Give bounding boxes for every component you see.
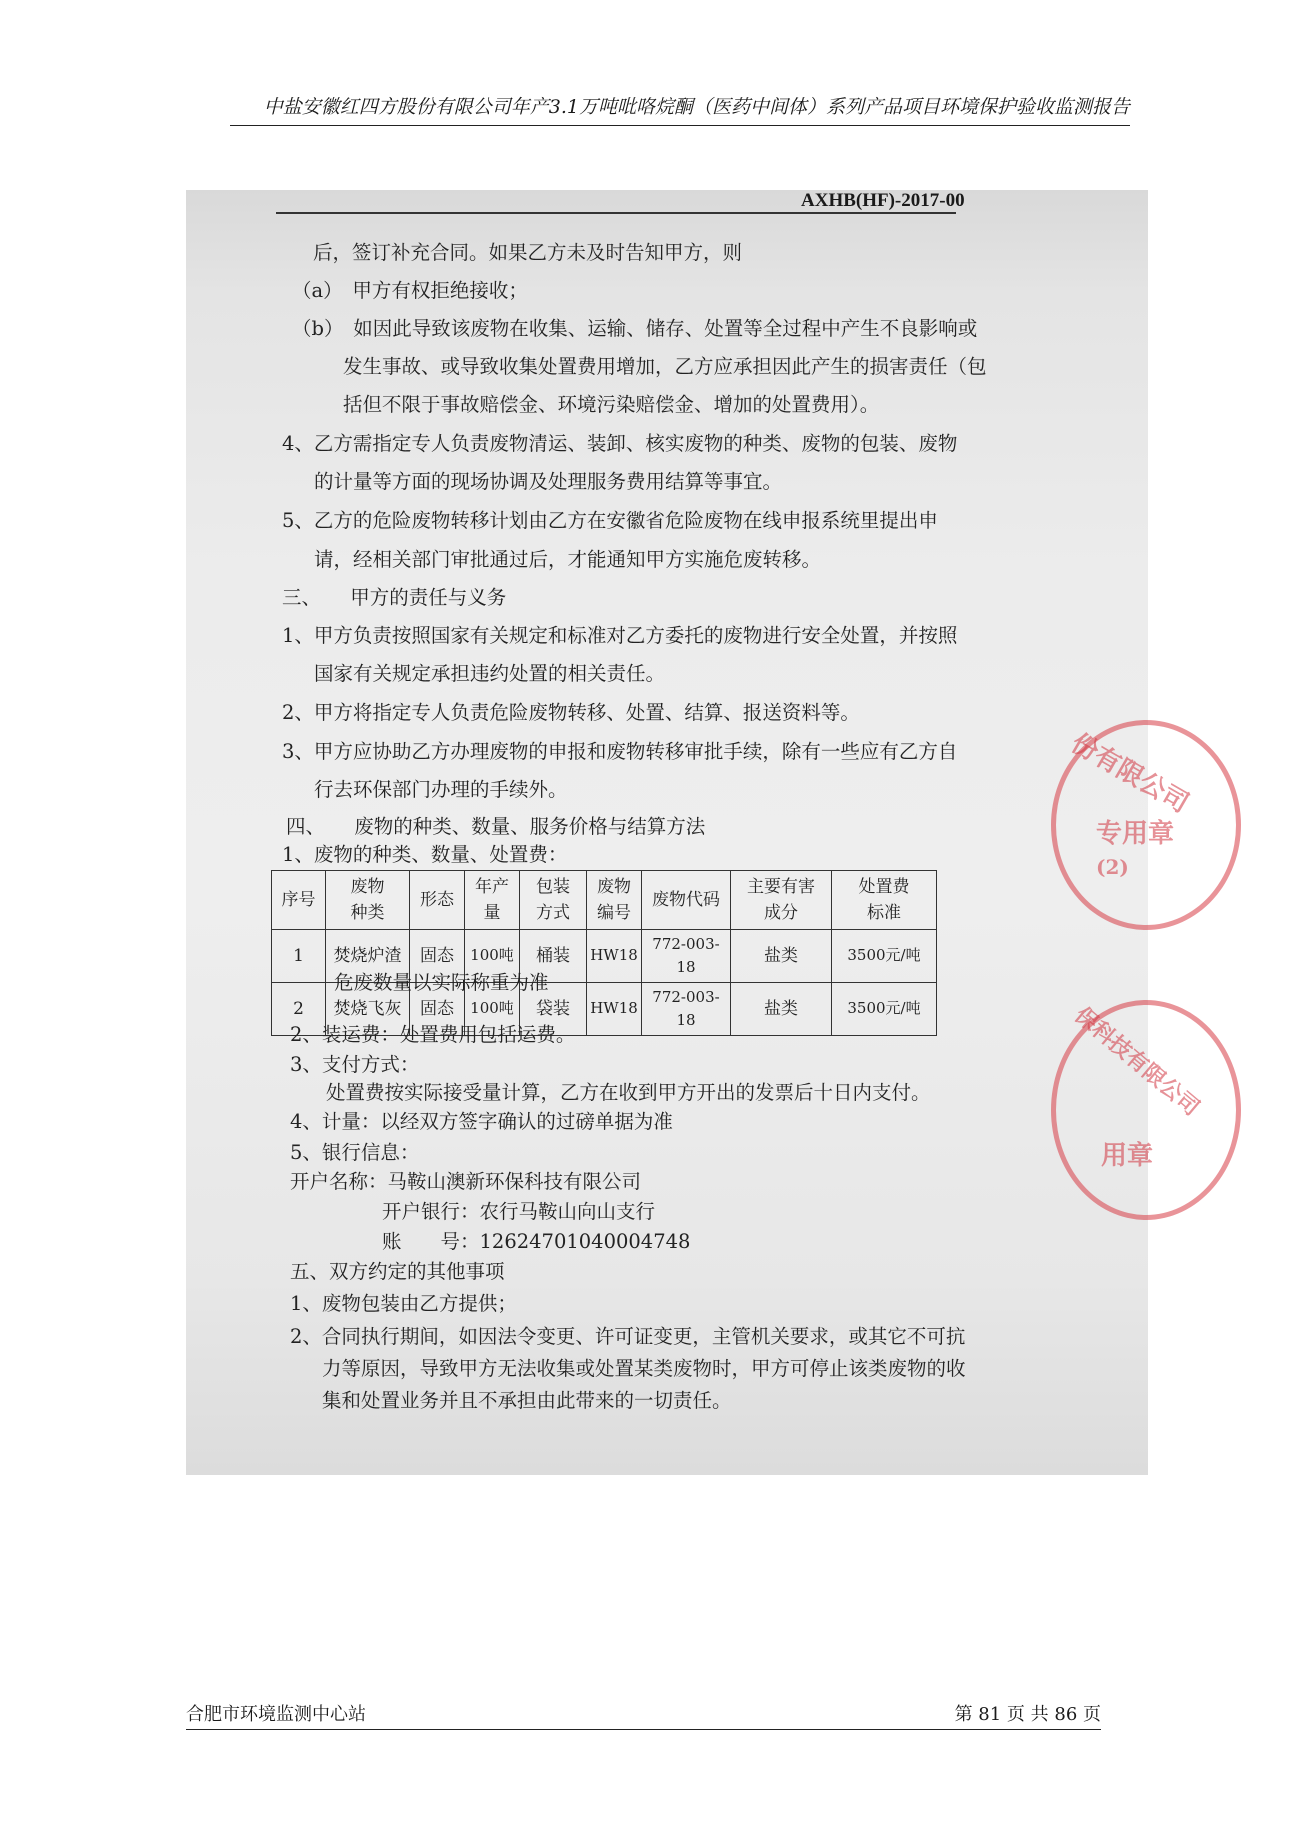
table-header-row [272,871,937,930]
footer-org: 合肥市环境监测中心站 [186,1704,366,1725]
text-line: 1、甲方负责按照国家有关规定和标准对乙方委托的废物进行安全处置，并按照 [282,624,958,647]
text-line: 力等原因，导致甲方无法收集或处置某类废物时，甲方可停止该类废物的收 [322,1357,966,1380]
text-line: 请，经相关部门审批通过后，才能通知甲方实施危废转移。 [314,548,822,571]
document-code: AXHB(HF)-2017-00 [801,190,965,211]
bank-account-number: 账 号：12624701040004748 [382,1230,691,1253]
red-seal-stamp [1051,720,1241,930]
stamp-text: 用章 [1101,1141,1154,1171]
table-cell: HW18 [587,930,642,983]
table-cell: 1 [272,930,326,983]
text-line: （b） 如因此导致该废物在收集、运输、储存、处置等全过程中产生不良影响或 [292,317,978,340]
bank-account-name: 开户名称：马鞍山澳新环保科技有限公司 [290,1170,642,1193]
table-cell: 2 [272,983,326,1036]
stamp-text: (2) [1096,855,1129,879]
table-header: 形态 [410,871,465,930]
text-line: 2、装运费：处置费用包括运费。 [290,1023,576,1046]
table-cell: HW18 [587,983,642,1036]
text-line: 1、废物的种类、数量、处置费： [282,843,568,866]
text-line: 行去环保部门办理的手续外。 [314,778,568,801]
table-cell: 3500元/吨 [832,983,937,1036]
document-rule [276,212,956,214]
red-seal-stamp [1051,1000,1241,1220]
text-line: 发生事故、或导致收集处置费用增加，乙方应承担因此产生的损害责任（包 [343,355,987,378]
report-header: 中盐安徽红四方股份有限公司年产3.1万吨吡咯烷酮（医药中间体）系列产品项目环境保护验收监测报告 [230,92,1130,126]
table-header: 主要有害 成分 [731,871,832,930]
table-header: 处置费 标准 [832,871,937,930]
text-line: 3、支付方式： [290,1053,420,1076]
page-number: 第 81 页 共 86 页 [954,1704,1101,1725]
table-cell: 袋装 [520,983,587,1036]
table-cell: 焚烧炉渣 [326,930,410,983]
section-heading: 四、 废物的种类、数量、服务价格与结算方法 [286,815,706,838]
table-cell: 盐类 [731,930,832,983]
table-cell: 桶装 [520,930,587,983]
text-line: 后，签订补充合同。如果乙方未及时告知甲方，则 [313,241,743,264]
text-line: 集和处置业务并且不承担由此带来的一切责任。 [322,1389,732,1412]
table-header: 废物 编号 [587,871,642,930]
text-line: 2、合同执行期间，如因法令变更、许可证变更，主管机关要求，或其它不可抗 [290,1325,966,1348]
text-line: 4、乙方需指定专人负责废物清运、装卸、核实废物的种类、废物的包装、废物 [282,432,958,455]
waste-table [271,870,937,1036]
table-cell: 焚烧飞灰 [326,983,410,1036]
table-cell: 固态 [410,983,465,1036]
table-cell: 100吨 [465,983,520,1036]
stamp-text: 专用章 [1096,819,1175,849]
section-heading: 五、双方约定的其他事项 [290,1260,505,1283]
stamp-text: 份有限公司 [1065,728,1194,820]
text-line: 国家有关规定承担违约处置的相关责任。 [314,662,666,685]
table-cell: 3500元/吨 [832,930,937,983]
stamp-text: 保科技有限公司 [1069,1002,1205,1122]
text-line: 5、银行信息： [290,1141,420,1164]
table-cell: 盐类 [731,983,832,1036]
text-line: 的计量等方面的现场协调及处理服务费用结算等事宜。 [314,470,783,493]
contract-photo [186,190,1205,1475]
text-line: 4、计量：以经双方签字确认的过磅单据为准 [290,1110,673,1133]
table-cell: 772-003- 18 [642,930,731,983]
section-heading: 三、 甲方的责任与义务 [282,586,507,609]
bank-name: 开户银行：农行马鞍山向山支行 [382,1200,656,1223]
table-cell: 772-003- 18 [642,983,731,1036]
table-cell: 固态 [410,930,465,983]
text-line: 3、甲方应协助乙方办理废物的申报和废物转移审批手续，除有一些应有乙方自 [282,740,958,763]
table-header: 废物 种类 [326,871,410,930]
text-line: 处置费按实际接受量计算，乙方在收到甲方开出的发票后十日内支付。 [326,1081,931,1104]
text-line: 1、废物包装由乙方提供； [290,1292,517,1315]
table-header: 废物代码 [642,871,731,930]
table-cell: 100吨 [465,930,520,983]
page-footer [186,1700,1101,1730]
text-line: （a） 甲方有权拒绝接收； [292,279,528,302]
text-line: 危废数量以实际称重为准 [334,971,549,994]
table-header: 序号 [272,871,326,930]
text-line: 括但不限于事故赔偿金、环境污染赔偿金、增加的处置费用）。 [343,393,880,416]
table-header: 年产 量 [465,871,520,930]
table-header: 包装 方式 [520,871,587,930]
text-line: 5、乙方的危险废物转移计划由乙方在安徽省危险废物在线申报系统里提出申 [282,509,938,532]
text-line: 2、甲方将指定专人负责危险废物转移、处置、结算、报送资料等。 [282,701,860,724]
